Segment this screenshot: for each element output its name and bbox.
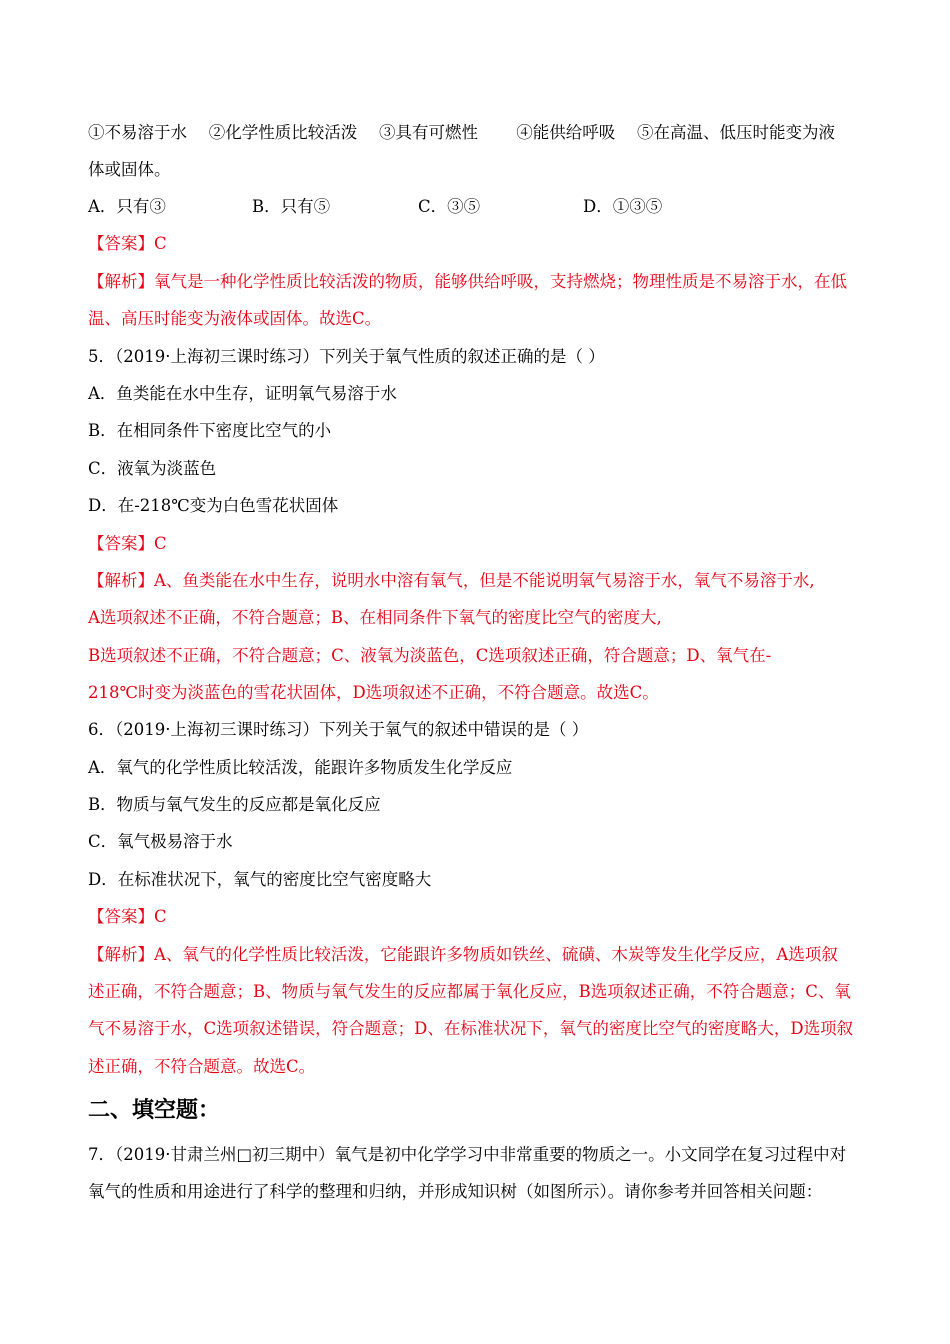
question-5-option-d: D．在-218℃变为白色雪花状固体 [88,496,339,515]
option-c: C．③⑤ [418,197,481,216]
question-6-stem: 6．（2019·上海初三课时练习）下列关于氧气的叙述中错误的是（ ） [88,720,589,739]
question-6-analysis-line: 气不易溶于水，C选项叙述错误，符合题意；D、在标准状况下，氧气的密度比空气的密度略大，D选项叙 [88,1019,854,1038]
question-5-option-b: B．在相同条件下密度比空气的小 [88,421,332,440]
question-6-option-c: C．氧气极易溶于水 [88,832,233,851]
section-heading: 二、填空题： [88,1098,221,1123]
question-7-stem-cont: 氧气的性质和用途进行了科学的整理和归纳，并形成知识树（如图所示）。请你参考并回答相关问题： [88,1182,823,1201]
question-5-analysis-line: 218℃时变为淡蓝色的雪花状固体，D选项叙述不正确，不符合题意。故选C。 [88,683,659,702]
question-5-option-c: C．液氧为淡蓝色 [88,459,217,478]
question-6-answer: 【答案】C [88,907,167,926]
question-7-stem: 7．（2019·甘肃兰州□初三期中）氧气是初中化学学习中非常重要的物质之一。小文同学在复习过程中对 [88,1145,847,1164]
analysis-line: 温、高压时能变为液体或固体。故选C。 [88,309,382,328]
question-6-analysis-line: 述正确，不符合题意；B、物质与氧气发生的反应都属于氧化反应，B选项叙述正确，不符合题意；C、氧 [88,982,851,1001]
statement-list-cont: 体或固体。 [88,160,171,179]
question-6-option-a: A．氧气的化学性质比较活泼，能跟许多物质发生化学反应 [88,758,513,777]
question-5-answer: 【答案】C [88,534,167,553]
question-6-analysis-line: 述正确，不符合题意。故选C。 [88,1057,316,1076]
question-5-analysis-line: B选项叙述不正确，不符合题意；C、液氧为淡蓝色，C选项叙述正确，符合题意；D、氧气在- [88,646,772,665]
question-6-analysis-line: 【解析】A、氧气的化学性质比较活泼，它能跟许多物质如铁丝、硫磺、木炭等发生化学反应，A选项叙 [88,945,838,964]
question-5-analysis-line: 【解析】A、鱼类能在水中生存，说明水中溶有氧气，但是不能说明氧气易溶于水，氧气不易溶于水, [88,571,815,590]
answer: 【答案】C [88,234,167,253]
option-a: A．只有③ [88,197,166,216]
question-5-analysis-line: A选项叙述不正确，不符合题意；B、在相同条件下氧气的密度比空气的密度大, [88,608,662,627]
statement-list: ①不易溶于水 ②化学性质比较活泼 ③具有可燃性 ④能供给呼吸 ⑤在高温、低压时能变为液 [88,123,835,142]
option-d: D．①③⑤ [583,197,663,216]
option-row [88,196,848,218]
question-6-option-b: B．物质与氧气发生的反应都是氧化反应 [88,795,381,814]
option-b: B．只有⑤ [252,197,331,216]
question-5-option-a: A．鱼类能在水中生存，证明氧气易溶于水 [88,384,397,403]
analysis-line: 【解析】氧气是一种化学性质比较活泼的物质，能够供给呼吸，支持燃烧；物理性质是不易溶于水，在低 [88,272,847,291]
question-5-stem: 5．（2019·上海初三课时练习）下列关于氧气性质的叙述正确的是（ ） [88,347,605,366]
question-6-option-d: D．在标准状况下，氧气的密度比空气密度略大 [88,870,432,889]
